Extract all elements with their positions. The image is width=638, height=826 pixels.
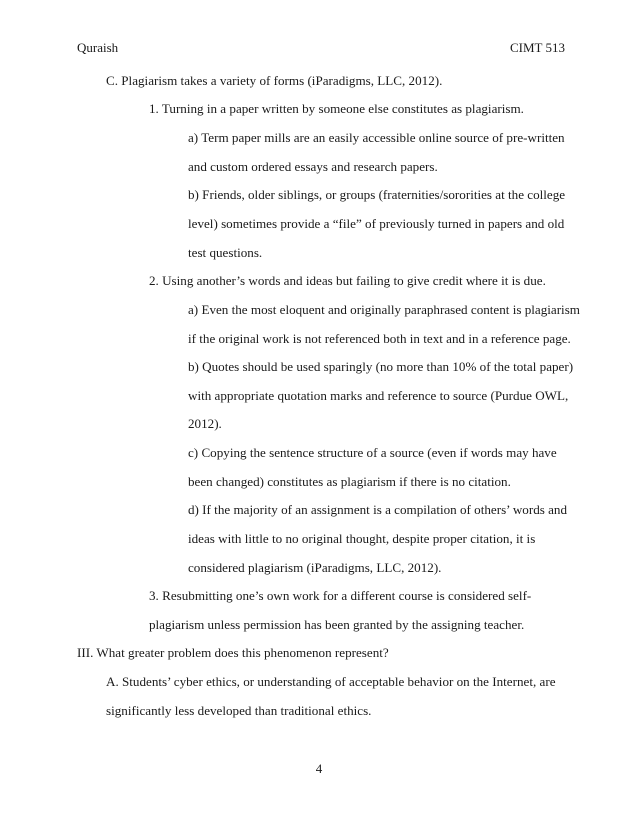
outline-item-a: A. Students’ cyber ethics, or understanding of acceptable behavior on the Internet, are xyxy=(106,674,556,689)
outline-item-c: C. Plagiarism takes a variety of forms (iParadigms, LLC, 2012). xyxy=(106,73,443,88)
header-author: Quraish xyxy=(77,40,119,55)
page-number: 4 xyxy=(315,761,323,776)
outline-item-2d: d) If the majority of an assignment is a compilation of others’ words and xyxy=(188,502,568,517)
outline-item-a-cont: significantly less developed than traditional ethics. xyxy=(106,703,372,718)
outline-item-2c: c) Copying the sentence structure of a source (even if words may have xyxy=(188,445,557,460)
outline-item-1b: b) Friends, older siblings, or groups (fraternities/sororities at the college xyxy=(188,187,566,202)
outline-item-2c-cont: been changed) constitutes as plagiarism if there is no citation. xyxy=(188,474,511,489)
outline-item-1a-cont: and custom ordered essays and research papers. xyxy=(188,159,438,174)
outline-item-2a-cont: if the original work is not referenced both in text and in a reference page. xyxy=(188,331,571,346)
outline-item-2d-cont: considered plagiarism (iParadigms, LLC, 2012). xyxy=(188,560,442,575)
outline-item-2b: b) Quotes should be used sparingly (no more than 10% of the total paper) xyxy=(188,359,574,374)
header-course: CIMT 513 xyxy=(509,40,565,55)
outline-section-iii: III. What greater problem does this phenomenon represent? xyxy=(77,645,389,660)
outline-item-1a: a) Term paper mills are an easily accessible online source of pre-written xyxy=(188,130,565,145)
outline-item-3-cont: plagiarism unless permission has been granted by the assigning teacher. xyxy=(149,617,525,632)
outline-item-2b-cont: with appropriate quotation marks and reference to source (Purdue OWL, xyxy=(188,388,569,403)
outline-item-2d-cont: ideas with little to no original thought, despite proper citation, it is xyxy=(188,531,536,546)
outline-item-2a: a) Even the most eloquent and originally paraphrased content is plagiarism xyxy=(188,302,580,317)
outline-item-3: 3. Resubmitting one’s own work for a different course is considered self- xyxy=(149,588,532,603)
outline-item-1b-cont: test questions. xyxy=(188,245,263,260)
outline-item-2: 2. Using another’s words and ideas but failing to give credit where it is due. xyxy=(149,273,546,288)
outline-item-2b-cont: 2012). xyxy=(188,416,222,431)
outline-item-1b-cont: level) sometimes provide a “file” of previously turned in papers and old xyxy=(188,216,565,231)
outline-item-1: 1. Turning in a paper written by someone else constitutes as plagiarism. xyxy=(149,101,524,116)
